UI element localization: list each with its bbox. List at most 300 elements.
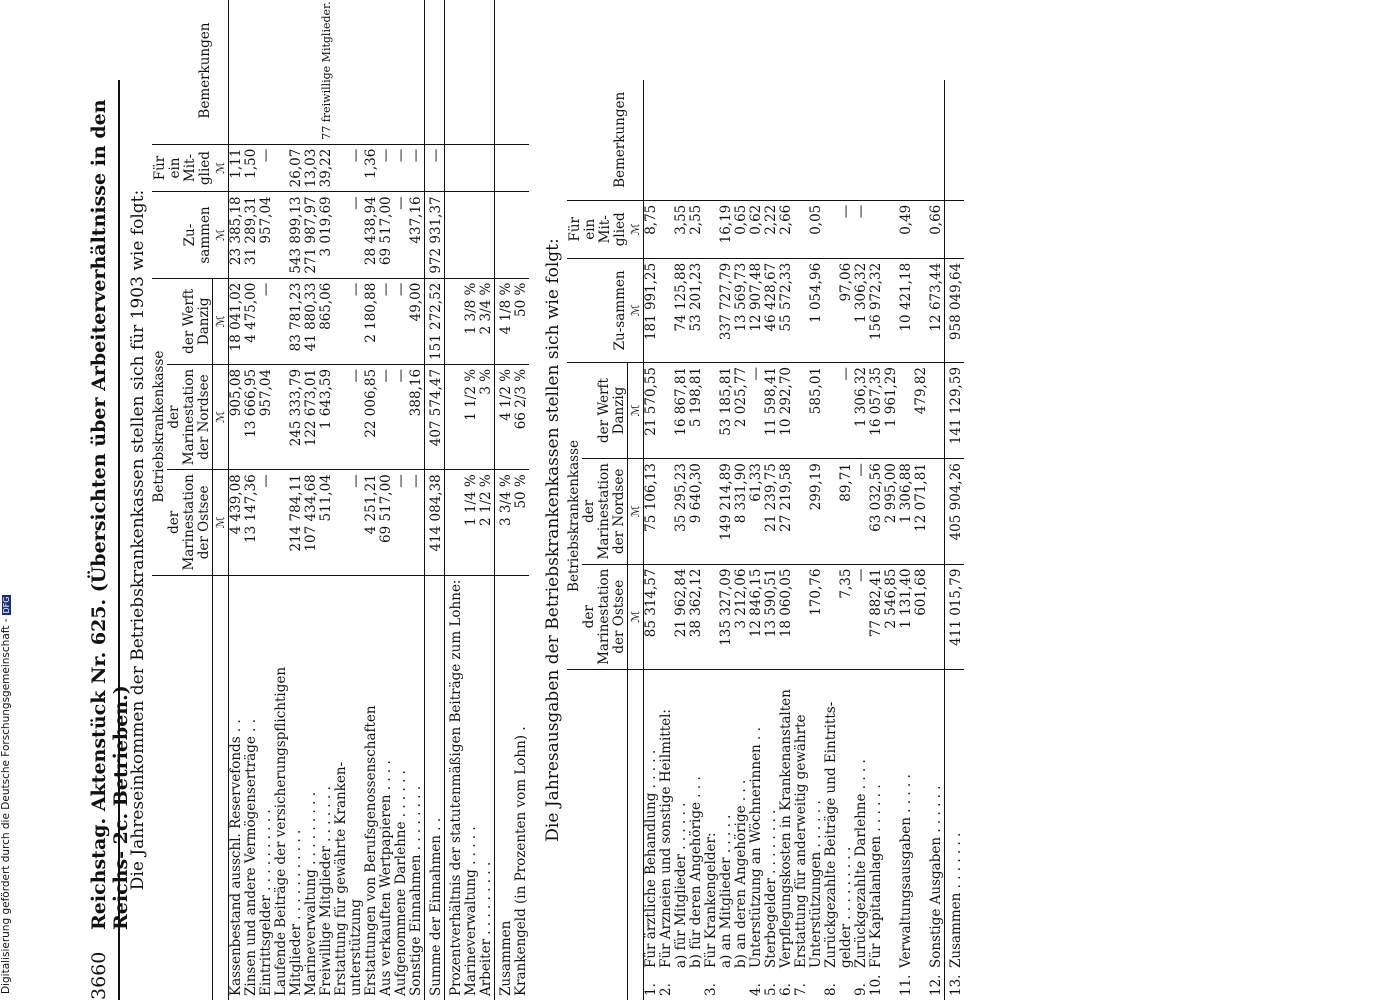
row-value: 85 314,57 <box>644 564 660 669</box>
table-row <box>899 80 914 1000</box>
row-note <box>945 80 965 200</box>
row-value: 69 517,00 <box>379 470 394 575</box>
total-value: — <box>425 144 445 192</box>
row-label: Arbeiter . . . . . . . . . <box>478 861 494 996</box>
row-value <box>824 564 839 669</box>
row-text: Zusammen . . . . . . . <box>948 832 964 968</box>
row-value: 12 071,81 <box>914 459 929 564</box>
row-value: 3 212,06 <box>734 564 749 669</box>
row-value: 39,22 <box>319 144 334 192</box>
row-label: Zinsen und andere Vermögenserträge . . <box>243 718 259 996</box>
empty <box>445 0 465 144</box>
total-value <box>945 200 965 258</box>
row-label <box>824 669 839 1000</box>
row-value <box>334 278 349 364</box>
income-table <box>152 0 529 1000</box>
row-label: Sonstige Einnahmen . . . . . . . . <box>408 785 424 996</box>
row-value: 12 846,15 <box>749 564 764 669</box>
sick-pay-label: Krankengeld (in Prozenten vom Lohn) . <box>513 726 529 996</box>
expenses-caption: Die Jahresausgaben der Betriebskrankenkassen stellen sich wie folgt: <box>543 238 563 842</box>
row-value: 53 201,23 <box>689 258 704 362</box>
table-row <box>719 80 734 1000</box>
row-value <box>884 258 899 362</box>
row-value: 10 292,70 <box>779 362 794 458</box>
row-value: 1 306,88 <box>899 459 914 564</box>
row-value <box>659 564 674 669</box>
row-value: — <box>394 470 409 575</box>
contrib-total-row <box>495 0 515 1000</box>
row-note <box>929 80 945 200</box>
sick-pay-value: 50 % <box>514 470 529 575</box>
table-row <box>749 80 764 1000</box>
row-note <box>289 0 304 144</box>
row-value: 83 781,23 <box>289 278 304 364</box>
row-value: — <box>349 364 364 469</box>
row-note <box>364 0 379 144</box>
row-value <box>794 258 809 362</box>
total-value: 958 049,64 <box>945 258 965 362</box>
contrib-heading-row <box>445 0 465 1000</box>
row-text: Sterbegelder . . . . . . . . <box>763 809 779 968</box>
table-row <box>274 0 289 1000</box>
row-label: Erstattungen von Berufsgenossenschaften <box>363 705 379 996</box>
total-label: Summe der Einnahmen . . <box>425 575 445 1000</box>
row-value <box>704 258 719 362</box>
contrib-row <box>464 0 479 1000</box>
row-label: Erstattung für gewährte Kranken- <box>333 761 349 996</box>
row-note <box>379 0 394 144</box>
row-value: — <box>349 192 364 278</box>
empty <box>445 470 465 575</box>
row-text: a) an Mitglieder . . . . . <box>718 814 734 968</box>
expenses-rows <box>644 80 965 1000</box>
row-value: — <box>349 470 364 575</box>
empty <box>495 144 515 192</box>
total-value: 405 904,26 <box>945 459 965 564</box>
row-note <box>734 80 749 200</box>
row-value: 22 006,85 <box>364 364 379 469</box>
row-value: 543 899,13 <box>289 192 304 278</box>
row-note <box>869 80 884 200</box>
row-value: — <box>854 564 869 669</box>
row-value: 271 987,97 <box>304 192 319 278</box>
row-text: Erstattung für anderweitig gewährte <box>793 714 809 968</box>
row-value: 2 180,88 <box>364 278 379 364</box>
table-row <box>929 80 945 1000</box>
row-text: Sonstige Ausgaben . . . . . . <box>928 785 944 968</box>
row-value: 74 125,88 <box>674 258 689 362</box>
table-row <box>229 0 245 1000</box>
row-text: gelder . . . . . . . . . <box>838 846 854 968</box>
row-value: 245 333,79 <box>289 364 304 469</box>
row-value: 9 640,30 <box>689 459 704 564</box>
empty <box>495 192 515 278</box>
row-value <box>334 144 349 192</box>
table-row <box>884 80 899 1000</box>
row-number: 1. <box>643 983 659 996</box>
row-label <box>884 669 899 1000</box>
row-value: 1 131,40 <box>899 564 914 669</box>
row-value <box>794 362 809 458</box>
row-label: Freiwillige Mitglieder . . . . . . . <box>318 786 334 996</box>
row-value: 601,68 <box>914 564 929 669</box>
row-note <box>839 80 854 200</box>
row-value: 1 643,59 <box>319 364 334 469</box>
row-value: 46 428,67 <box>764 258 779 362</box>
row-value: 8 331,90 <box>734 459 749 564</box>
row-value: — <box>259 278 274 364</box>
table-row <box>704 80 719 1000</box>
row-value: 31 289,31 <box>244 192 259 278</box>
col-nordsee: der Marinestation der Nordsee <box>167 364 213 469</box>
row-value: 21 962,84 <box>674 564 689 669</box>
row-note <box>229 0 245 144</box>
row-value: 5 198,81 <box>689 362 704 458</box>
row-label <box>734 669 749 1000</box>
row-label <box>749 669 764 1000</box>
row-value: 1 054,96 <box>809 258 824 362</box>
row-value: 337 727,79 <box>719 258 734 362</box>
row-label: Marineverwaltung . . . . . . . . . <box>303 791 319 996</box>
contrib-total-label: Zusammen <box>495 575 515 1000</box>
row-note <box>854 80 869 200</box>
unit-mark: ℳ <box>628 200 644 258</box>
row-note <box>274 0 289 144</box>
table-row <box>854 80 869 1000</box>
table-row <box>734 80 749 1000</box>
income-rows <box>229 0 530 1000</box>
sick-pay-row <box>514 0 529 1000</box>
table-row <box>644 80 660 1000</box>
table-row <box>839 80 854 1000</box>
row-value <box>659 459 674 564</box>
row-value <box>704 459 719 564</box>
row-note <box>334 0 349 144</box>
row-label <box>914 669 929 1000</box>
income-caption: Die Jahreseinkommen der Betriebskrankenkassen stellen sich für 1903 wie folgt: <box>128 189 148 891</box>
table-row <box>304 0 319 1000</box>
table-row <box>794 80 809 1000</box>
row-value: 16 867,81 <box>674 362 689 458</box>
row-value: 149 214,89 <box>719 459 734 564</box>
unit-mark: ℳ <box>213 278 229 364</box>
row-value: — <box>394 192 409 278</box>
table-row <box>259 0 274 1000</box>
table-row <box>659 80 674 1000</box>
row-note <box>394 0 409 144</box>
table-row <box>394 0 409 1000</box>
row-note <box>644 80 660 200</box>
row-value <box>274 192 289 278</box>
row-value: 156 972,32 <box>869 258 884 362</box>
row-label: unterstützung <box>348 899 364 996</box>
table-row <box>319 0 334 1000</box>
row-value: 4 439,08 <box>229 470 245 575</box>
table-row <box>409 0 425 1000</box>
unit-mark: ℳ <box>213 364 229 469</box>
table-row <box>379 0 394 1000</box>
row-value: 18 060,05 <box>779 564 794 669</box>
row-label <box>809 669 824 1000</box>
row-text: b) für deren Angehörige . . . <box>688 776 704 968</box>
row-label <box>764 669 779 1000</box>
unit-mark: ℳ <box>213 192 229 278</box>
row-value: 1 961,29 <box>884 362 899 458</box>
row-value: 1,36 <box>364 144 379 192</box>
row-value: 1 306,32 <box>854 258 869 362</box>
row-value <box>659 362 674 458</box>
row-value <box>824 200 839 258</box>
row-value: 2,66 <box>779 200 794 258</box>
row-value: 18 041,02 <box>229 278 245 364</box>
row-value: 13 590,51 <box>764 564 779 669</box>
row-value: 10 421,18 <box>899 258 914 362</box>
col-remarks: Bemerkungen <box>152 0 213 144</box>
row-note <box>689 80 704 200</box>
row-note <box>674 80 689 200</box>
expenses-group-header: Betriebskrankenkasse <box>567 362 582 669</box>
total-value: 141 129,59 <box>945 362 965 458</box>
row-value: 181 991,25 <box>644 258 660 362</box>
row-note <box>259 0 274 144</box>
row-value <box>704 564 719 669</box>
row-value: 479,82 <box>914 362 929 458</box>
col-ostsee: der Marinestation der Ostsee <box>167 470 213 575</box>
empty <box>514 0 529 144</box>
empty <box>479 0 495 144</box>
row-text: Verwaltungsausgaben . . . . . <box>898 774 914 968</box>
row-value: 0,66 <box>929 200 945 258</box>
row-value: — <box>259 144 274 192</box>
row-value: 89,71 <box>839 459 854 564</box>
row-value: 27 219,58 <box>779 459 794 564</box>
table-row <box>334 0 349 1000</box>
empty <box>464 192 479 278</box>
empty <box>445 278 465 364</box>
row-value: — <box>379 278 394 364</box>
row-label <box>704 669 719 1000</box>
row-text: Unterstützungen . . . . . . <box>808 800 824 968</box>
row-note <box>304 0 319 144</box>
row-value <box>274 144 289 192</box>
row-value: 865,06 <box>319 278 334 364</box>
row-value <box>914 200 929 258</box>
unit-mark: ℳ <box>628 459 644 564</box>
table-row <box>674 80 689 1000</box>
row-label <box>659 669 674 1000</box>
row-value: — <box>409 470 425 575</box>
row-value: 0,49 <box>899 200 914 258</box>
contrib-total-value: 4 1/2 % <box>495 364 515 469</box>
row-label <box>674 669 689 1000</box>
row-value: — <box>379 144 394 192</box>
col-per-member: Für ein Mit-glied <box>152 144 213 192</box>
row-value <box>824 362 839 458</box>
row-value: — <box>854 459 869 564</box>
row-value: 61,33 <box>749 459 764 564</box>
row-value: — <box>379 364 394 469</box>
row-value: — <box>259 470 274 575</box>
row-label: Marineverwaltung . . . . . <box>463 826 479 996</box>
row-value <box>704 200 719 258</box>
row-value: — <box>854 200 869 258</box>
row-value: 135 327,09 <box>719 564 734 669</box>
row-value: 41 880,33 <box>304 278 319 364</box>
row-label: Kassenbestand ausschl. Reservefonds . . <box>228 719 244 996</box>
row-value <box>929 459 945 564</box>
row-value: 388,16 <box>409 364 425 469</box>
row-value: 21 570,55 <box>644 362 660 458</box>
row-value: — <box>749 362 764 458</box>
row-value: 12 673,44 <box>929 258 945 362</box>
row-value: 1,11 <box>229 144 245 192</box>
table-row <box>349 0 364 1000</box>
row-text: Für Arzneien und sonstige Heilmittel: <box>658 709 674 968</box>
row-value: — <box>349 144 364 192</box>
row-note <box>884 80 899 200</box>
row-note <box>809 80 824 200</box>
row-value <box>794 459 809 564</box>
row-value <box>914 258 929 362</box>
empty <box>445 192 465 278</box>
col-ostsee: der Marinestation der Ostsee <box>582 564 628 669</box>
row-value: 2,55 <box>689 200 704 258</box>
row-value: 77 882,41 <box>869 564 884 669</box>
row-text: Für Krankengelder: <box>703 832 719 968</box>
row-label: Aufgenommene Darlehne . . . . . . <box>393 770 409 996</box>
row-value: 585,01 <box>809 362 824 458</box>
row-value: 35 295,23 <box>674 459 689 564</box>
table-row <box>869 80 884 1000</box>
row-text: b) an deren Angehörige . . . <box>733 779 749 968</box>
total-value: 411 015,79 <box>945 564 965 669</box>
table-row <box>364 0 379 1000</box>
row-label <box>899 669 914 1000</box>
row-value: 122 673,01 <box>304 364 319 469</box>
row-value: 49,00 <box>409 278 425 364</box>
row-value: 957,04 <box>259 364 274 469</box>
row-value: 13 147,36 <box>244 470 259 575</box>
row-value: 13 569,73 <box>734 258 749 362</box>
row-value <box>929 564 945 669</box>
page-title: Reichstag. Aktenstück Nr. 625. (Übersichten über Arbeiterverhältnisse in den Reichs- 2c. Betrieben.) <box>88 99 132 930</box>
row-label: Mitglieder . . . . . . . . . . . <box>288 829 304 996</box>
empty <box>495 0 515 144</box>
row-value: — <box>839 362 854 458</box>
row-note <box>704 80 719 200</box>
row-label: Laufende Beiträge der versicherungspflichtigen <box>273 666 289 996</box>
row-number: 5. <box>763 983 779 996</box>
empty <box>445 144 465 192</box>
row-label <box>644 669 660 1000</box>
sick-pay-value: 50 % <box>514 278 529 364</box>
row-value: 12 907,48 <box>749 258 764 362</box>
row-value: 1 1/4 % <box>464 470 479 575</box>
total-value: 972 931,37 <box>425 192 445 278</box>
row-value: 16,19 <box>719 200 734 258</box>
col-per-member: Für ein Mit-glied <box>567 200 628 258</box>
row-value: 13 666,95 <box>244 364 259 469</box>
row-value: 1 1/2 % <box>464 364 479 469</box>
row-value <box>929 362 945 458</box>
row-note <box>764 80 779 200</box>
dfg-logo: DFG <box>2 596 11 614</box>
row-value: 3 019,69 <box>319 192 334 278</box>
empty <box>514 144 529 192</box>
col-total: Zu-sammen <box>567 258 628 362</box>
table-row <box>914 80 929 1000</box>
row-label: Aus verkauften Wertpapieren . . . . <box>378 760 394 996</box>
table-row <box>289 0 304 1000</box>
table-row <box>809 80 824 1000</box>
table-row <box>244 0 259 1000</box>
expenses-total-row <box>945 80 965 1000</box>
row-value <box>334 470 349 575</box>
row-value: 1 3/8 % <box>464 278 479 364</box>
row-number: 10. <box>868 974 884 996</box>
row-note <box>899 80 914 200</box>
row-value: 4 475,00 <box>244 278 259 364</box>
row-value: 3,55 <box>674 200 689 258</box>
row-label <box>689 669 704 1000</box>
row-value: 23 385,18 <box>229 192 245 278</box>
row-text: Verpflegungskosten in Krankenanstalten <box>778 689 794 968</box>
row-note <box>824 80 839 200</box>
row-label <box>839 669 854 1000</box>
table-row <box>689 80 704 1000</box>
income-group-header: Betriebskrankenkasse <box>152 278 167 575</box>
row-value: 170,76 <box>809 564 824 669</box>
empty <box>464 0 479 144</box>
row-value: 75 106,13 <box>644 459 660 564</box>
row-value: 16 057,35 <box>869 362 884 458</box>
row-value: 0,62 <box>749 200 764 258</box>
row-note <box>794 80 809 200</box>
row-note <box>659 80 674 200</box>
empty <box>479 192 495 278</box>
row-value: 63 032,56 <box>869 459 884 564</box>
row-note <box>749 80 764 200</box>
contrib-heading: Prozentverhältnis der statutenmäßigen Beiträge zum Lohne: <box>445 575 465 1000</box>
unit-mark: ℳ <box>628 564 644 669</box>
row-value: 26,07 <box>289 144 304 192</box>
row-value: 1,50 <box>244 144 259 192</box>
col-danzig: der Werft Danzig <box>167 278 213 364</box>
row-value <box>869 200 884 258</box>
row-value: 53 185,81 <box>719 362 734 458</box>
unit-mark: ℳ <box>628 362 644 458</box>
row-text: Zurückgezahlte Beiträge und Eintritts- <box>823 701 839 968</box>
row-value: 69 517,00 <box>379 192 394 278</box>
row-label <box>779 669 794 1000</box>
row-value <box>899 362 914 458</box>
row-note: 77 freiwillige Mitglieder. <box>319 0 334 144</box>
row-number: 3. <box>703 983 719 996</box>
footer-credit <box>0 0 20 1000</box>
row-value: 511,04 <box>319 470 334 575</box>
row-value <box>824 459 839 564</box>
total-value: 407 574,47 <box>425 364 445 469</box>
row-text: a) für Mitglieder . . . . . . <box>673 802 689 968</box>
row-value <box>794 564 809 669</box>
unit-mark: ℳ <box>628 258 644 362</box>
row-value: 214 784,11 <box>289 470 304 575</box>
footer-credit-text: Digitalisierung gefördert durch die Deutsche Forschungsgemeinschaft - <box>0 618 12 994</box>
row-value: 3 % <box>479 364 495 469</box>
row-value: 957,04 <box>259 192 274 278</box>
row-value: — <box>394 144 409 192</box>
income-total-row <box>425 0 445 1000</box>
